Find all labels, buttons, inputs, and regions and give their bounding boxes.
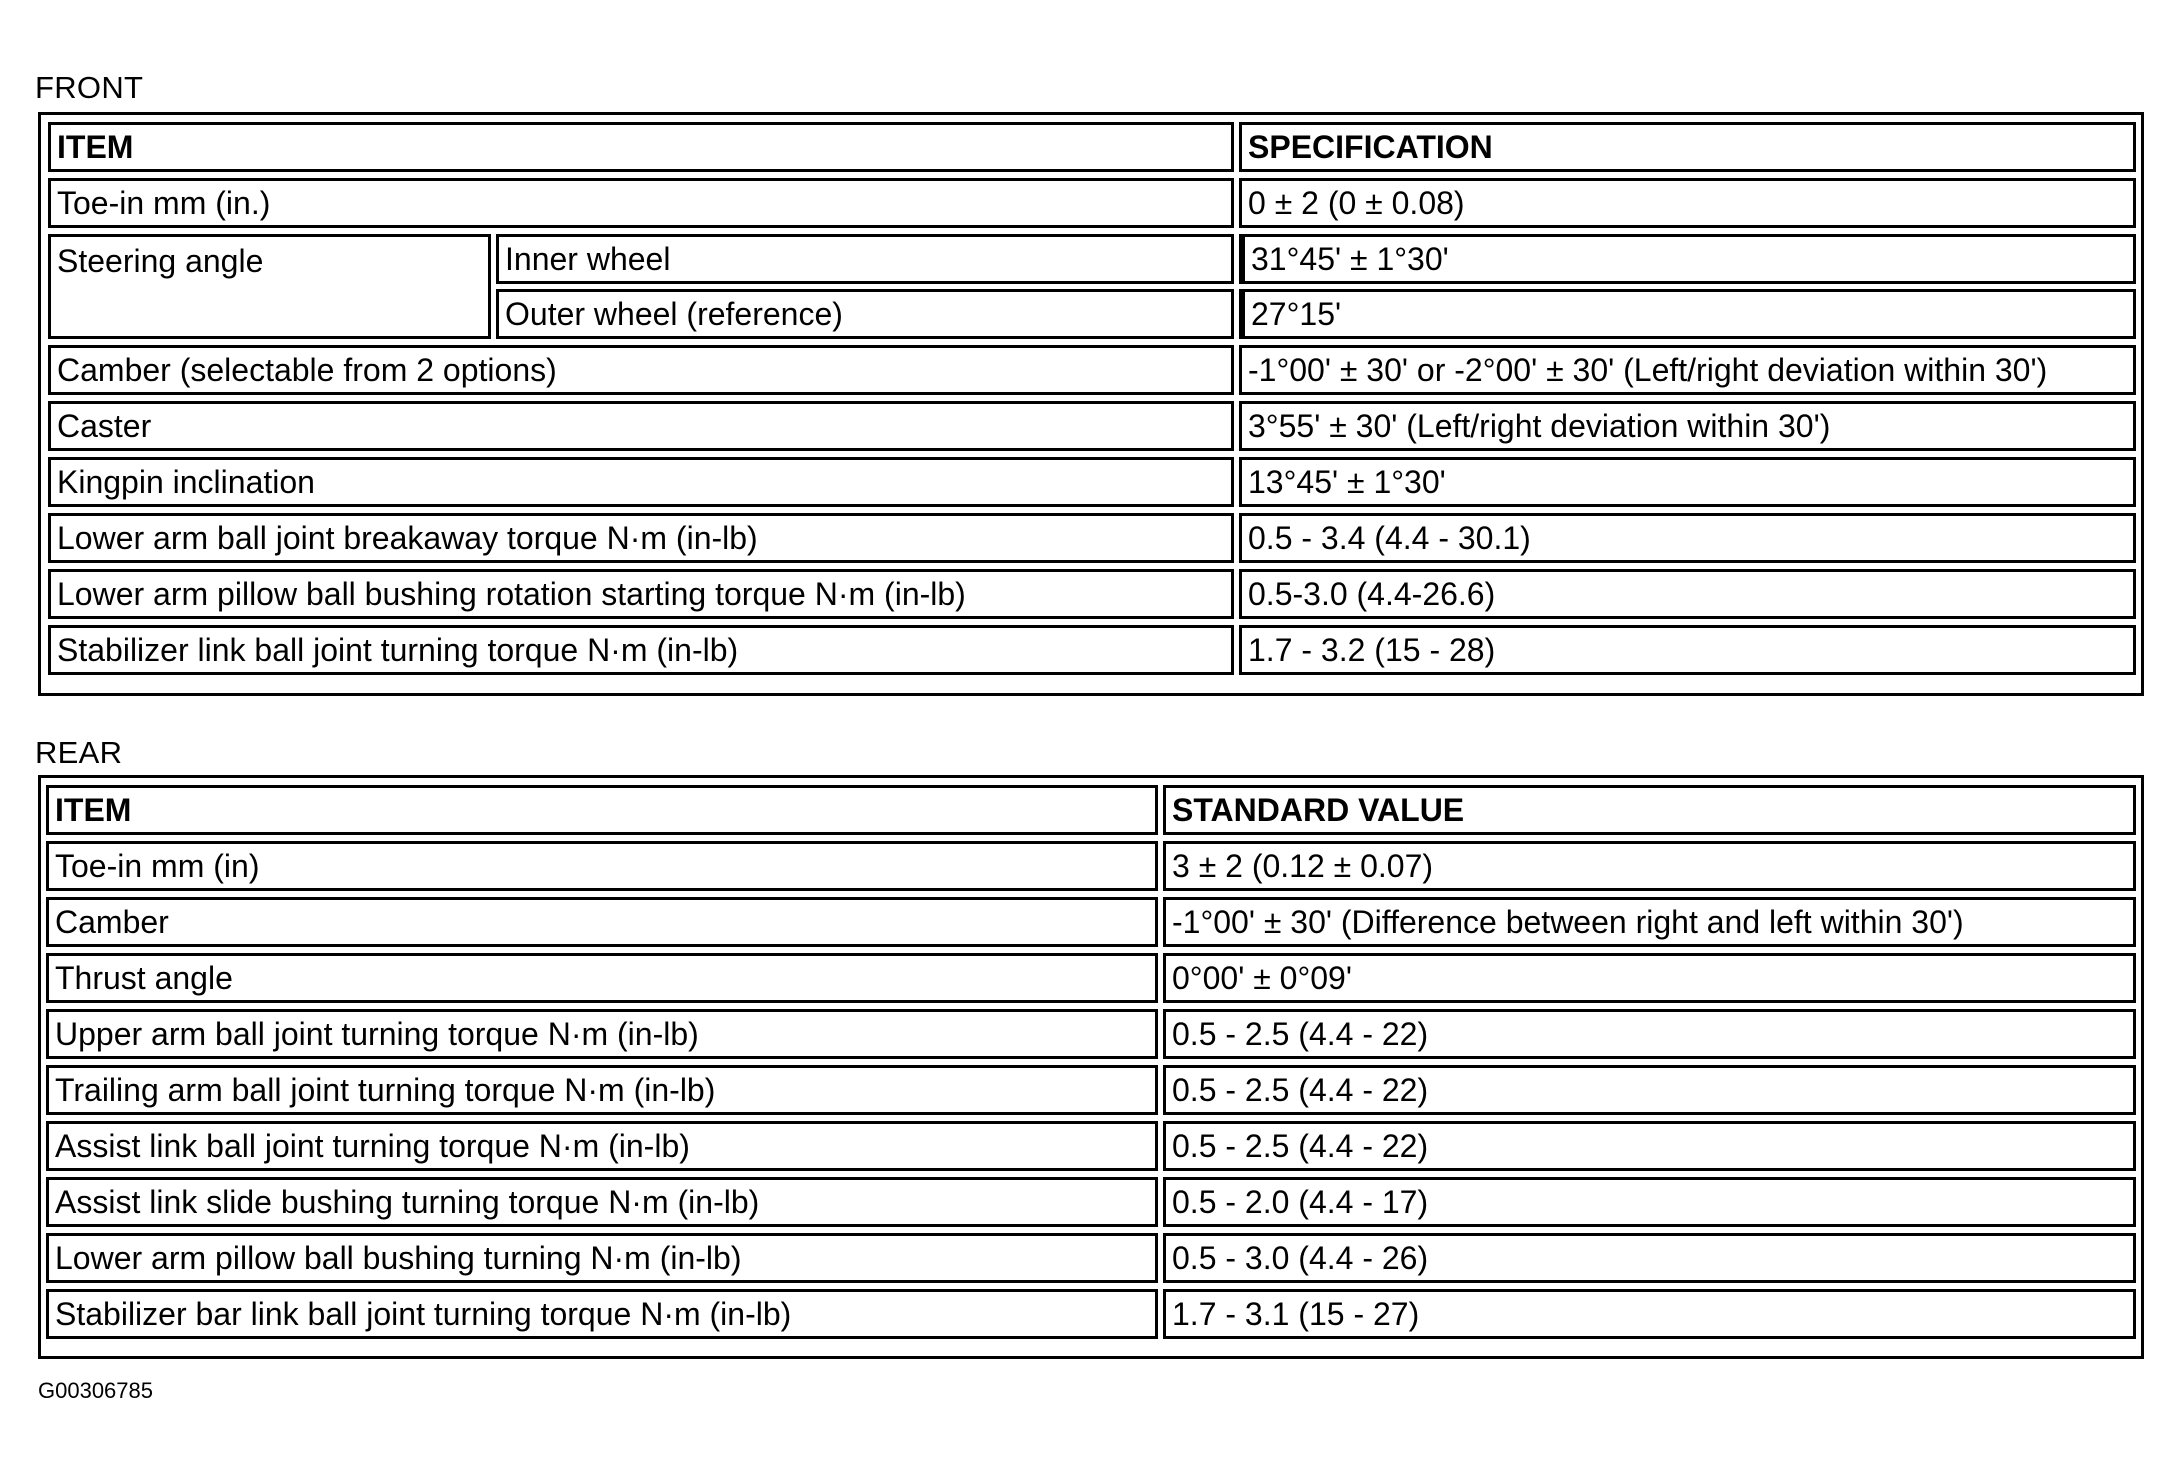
rear-row-value: 0.5 - 3.0 (4.4 - 26) bbox=[1163, 1233, 2136, 1283]
front-toe-in-value: 0 ± 2 (0 ± 0.08) bbox=[1239, 178, 2136, 228]
front-kingpin-item: Kingpin inclination bbox=[48, 457, 1234, 507]
front-lower-arm-pillow-ball-item: Lower arm pillow ball bushing rotation starting torque N·m (in-lb) bbox=[48, 569, 1234, 619]
front-inner-wheel-value: 31°45' ± 1°30' bbox=[1239, 234, 2136, 284]
front-outer-wheel-value: 27°15' bbox=[1239, 289, 2136, 339]
rear-row-value: 0.5 - 2.5 (4.4 - 22) bbox=[1163, 1009, 2136, 1059]
rear-section-label: REAR bbox=[35, 735, 123, 770]
rear-row-item: Assist link slide bushing turning torque N·m (in-lb) bbox=[46, 1177, 1158, 1227]
rear-row-value: 0.5 - 2.5 (4.4 - 22) bbox=[1163, 1121, 2136, 1171]
rear-row-value: 3 ± 2 (0.12 ± 0.07) bbox=[1163, 841, 2136, 891]
rear-row-item: Stabilizer bar link ball joint turning torque N·m (in-lb) bbox=[46, 1289, 1158, 1339]
front-header-specification: SPECIFICATION bbox=[1239, 122, 2136, 172]
front-lower-arm-pillow-ball-value: 0.5-3.0 (4.4-26.6) bbox=[1239, 569, 2136, 619]
front-camber-value: -1°00' ± 30' or -2°00' ± 30' (Left/right deviation within 30') bbox=[1239, 345, 2136, 395]
rear-row-value: -1°00' ± 30' (Difference between right and left within 30') bbox=[1163, 897, 2136, 947]
rear-row-item: Trailing arm ball joint turning torque N·m (in-lb) bbox=[46, 1065, 1158, 1115]
rear-row-item: Assist link ball joint turning torque N·m (in-lb) bbox=[46, 1121, 1158, 1171]
rear-row-value: 0.5 - 2.0 (4.4 - 17) bbox=[1163, 1177, 2136, 1227]
rear-row-value: 1.7 - 3.1 (15 - 27) bbox=[1163, 1289, 2136, 1339]
front-outer-wheel-item: Outer wheel (reference) bbox=[496, 289, 1234, 339]
front-section-label: FRONT bbox=[35, 70, 144, 105]
front-stabilizer-link-item: Stabilizer link ball joint turning torque N·m (in-lb) bbox=[48, 625, 1234, 675]
front-inner-wheel-item: Inner wheel bbox=[496, 234, 1234, 284]
front-stabilizer-link-value: 1.7 - 3.2 (15 - 28) bbox=[1239, 625, 2136, 675]
front-caster-item: Caster bbox=[48, 401, 1234, 451]
rear-row-item: Camber bbox=[46, 897, 1158, 947]
front-camber-item: Camber (selectable from 2 options) bbox=[48, 345, 1234, 395]
rear-row-item: Toe-in mm (in) bbox=[46, 841, 1158, 891]
rear-header-item: ITEM bbox=[46, 785, 1158, 835]
front-caster-value: 3°55' ± 30' (Left/right deviation within 30') bbox=[1239, 401, 2136, 451]
front-steering-angle-label: Steering angle bbox=[48, 234, 491, 339]
rear-row-value: 0.5 - 2.5 (4.4 - 22) bbox=[1163, 1065, 2136, 1115]
rear-row-item: Thrust angle bbox=[46, 953, 1158, 1003]
front-lower-arm-ball-joint-value: 0.5 - 3.4 (4.4 - 30.1) bbox=[1239, 513, 2136, 563]
front-toe-in-item: Toe-in mm (in.) bbox=[48, 178, 1234, 228]
figure-id: G00306785 bbox=[38, 1378, 153, 1403]
rear-row-value: 0°00' ± 0°09' bbox=[1163, 953, 2136, 1003]
front-header-item: ITEM bbox=[48, 122, 1234, 172]
rear-header-standard-value: STANDARD VALUE bbox=[1163, 785, 2136, 835]
front-lower-arm-ball-joint-item: Lower arm ball joint breakaway torque N·m (in-lb) bbox=[48, 513, 1234, 563]
rear-row-item: Upper arm ball joint turning torque N·m (in-lb) bbox=[46, 1009, 1158, 1059]
front-kingpin-value: 13°45' ± 1°30' bbox=[1239, 457, 2136, 507]
rear-row-item: Lower arm pillow ball bushing turning N·m (in-lb) bbox=[46, 1233, 1158, 1283]
